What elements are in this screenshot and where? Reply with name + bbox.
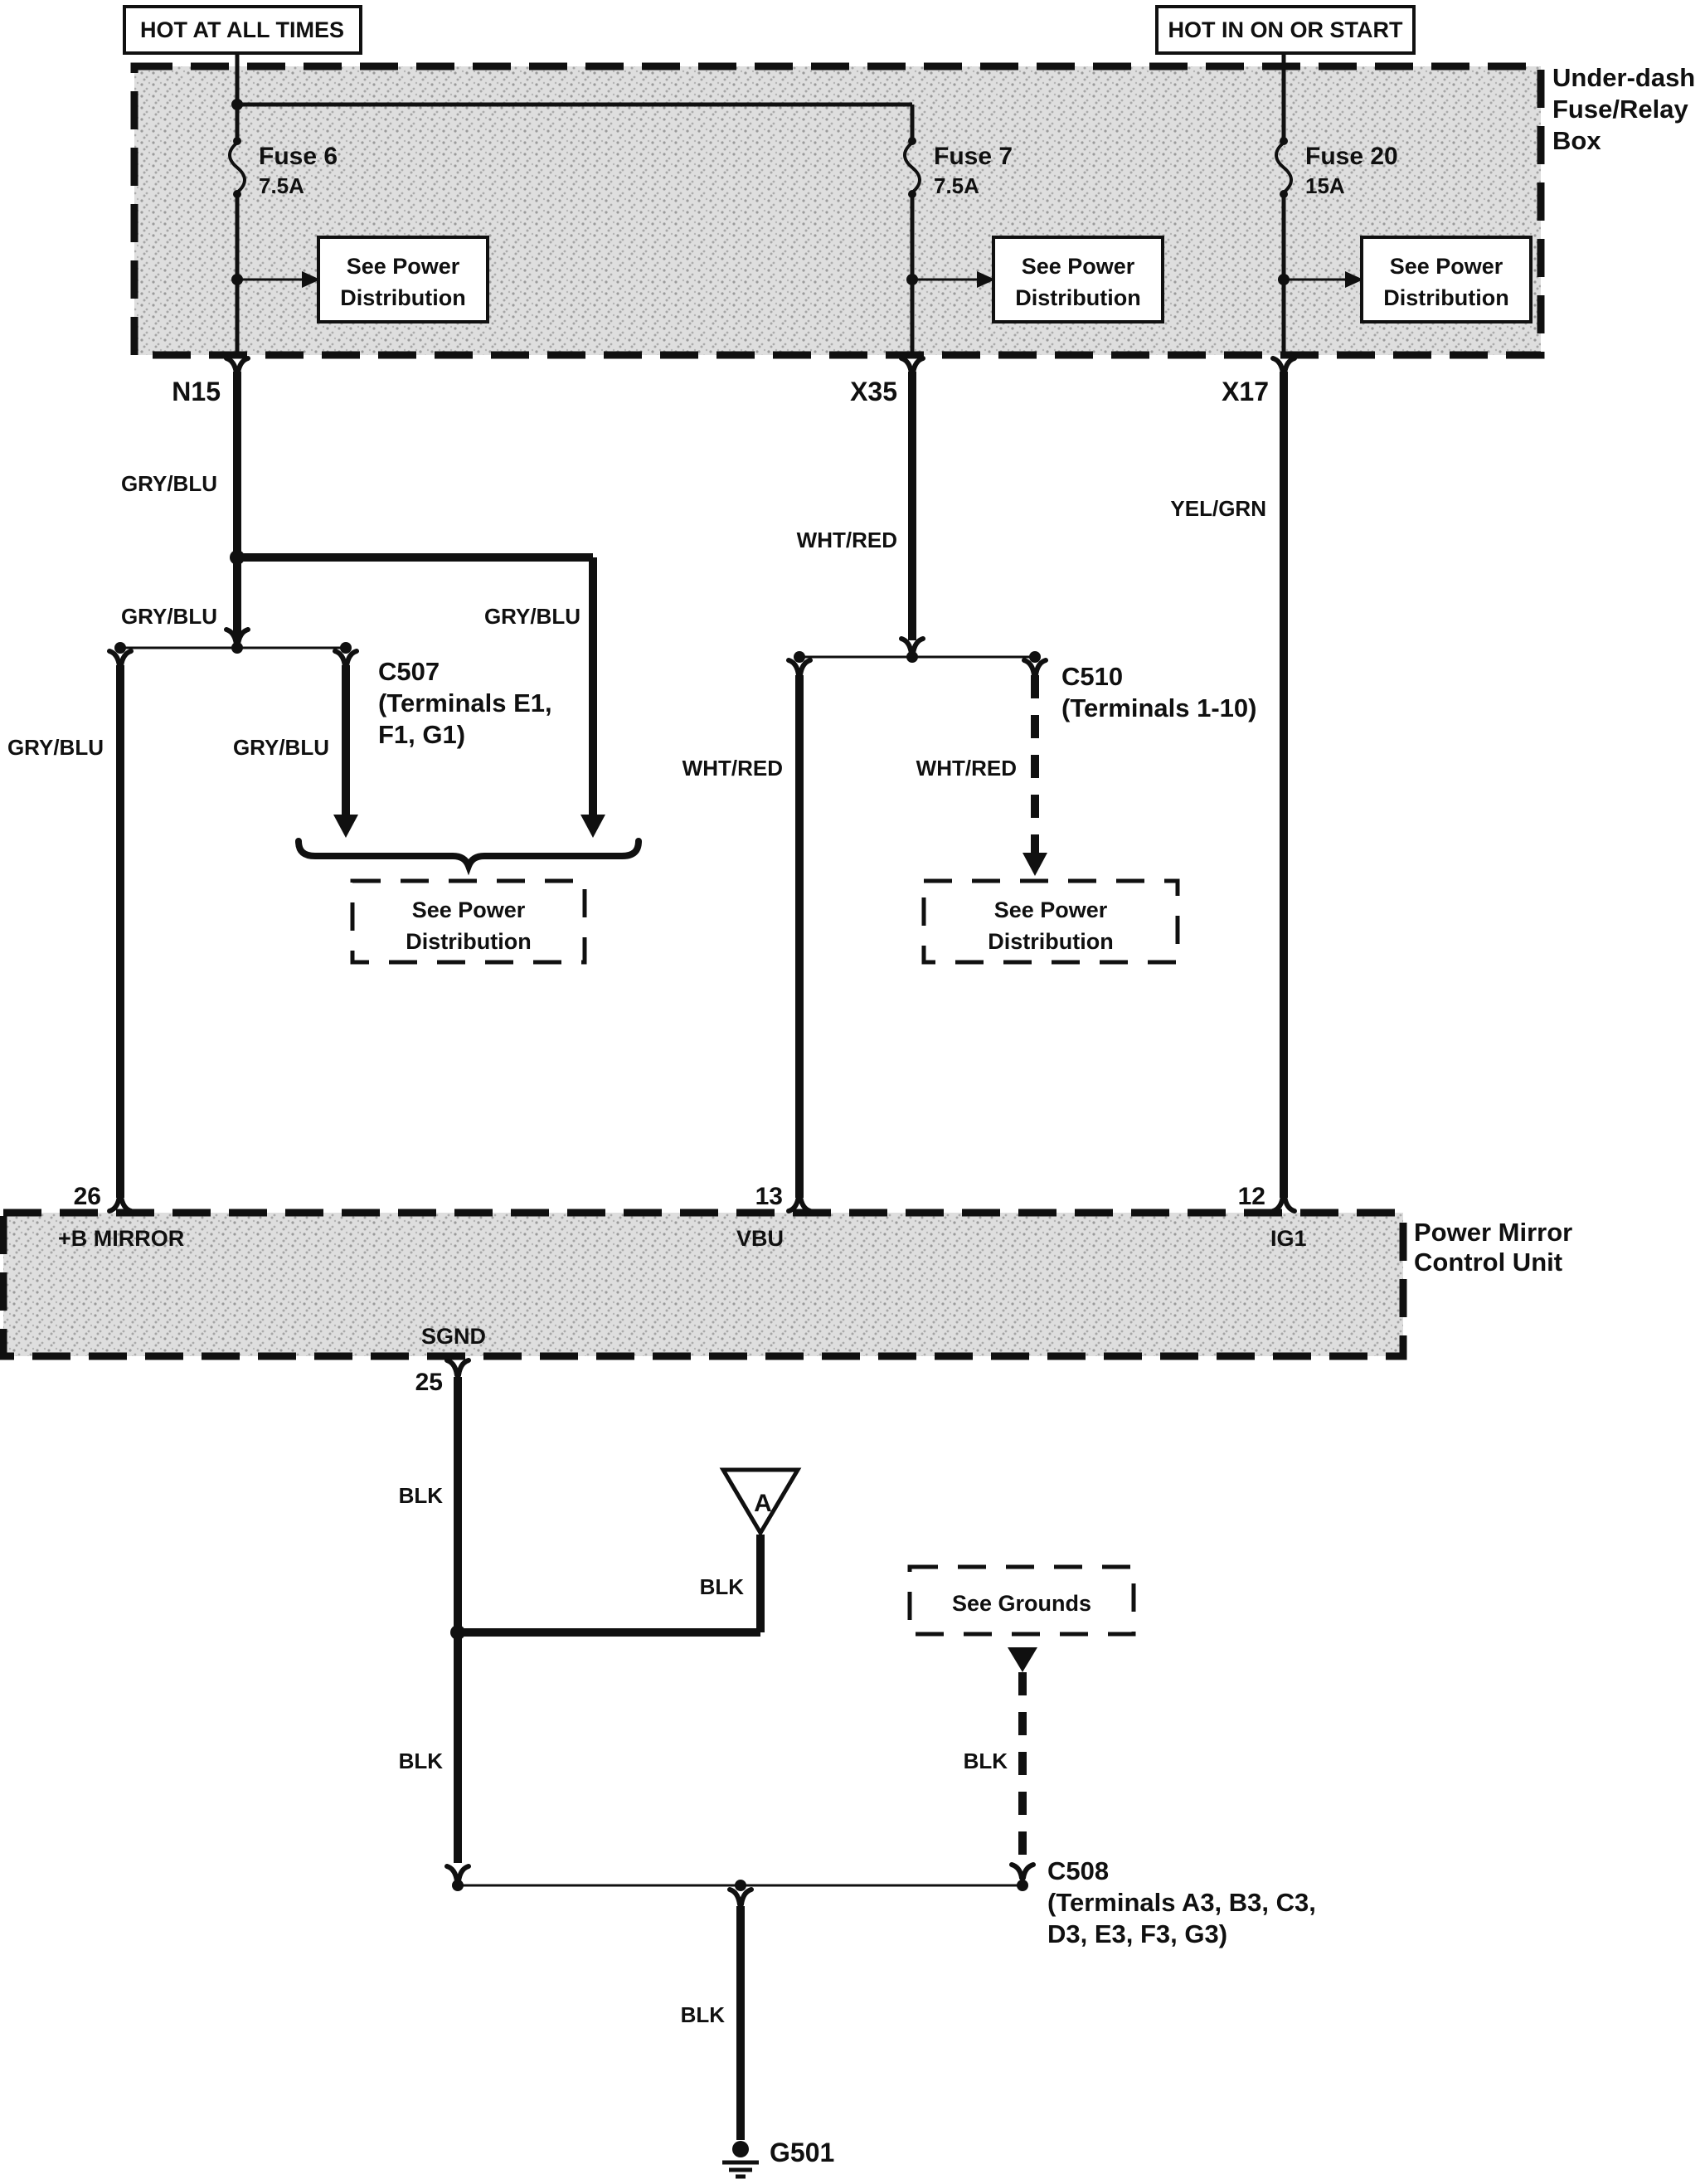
see-power-line2: Distribution xyxy=(988,929,1114,954)
pin26-number: 26 xyxy=(73,1183,101,1210)
wire-label-blk-3: BLK xyxy=(398,1749,443,1773)
ground-icon xyxy=(732,2141,749,2157)
brace-icon xyxy=(299,841,639,866)
see-power-line1: See Power xyxy=(1389,254,1503,279)
wire-label-blk-4: BLK xyxy=(963,1749,1008,1773)
connector-fork-icon xyxy=(447,1360,469,1375)
see-power-line1: See Power xyxy=(411,897,526,922)
see-power-line1: See Power xyxy=(346,254,460,279)
wire-label-whtred-3: WHT/RED xyxy=(916,756,1017,781)
see-grounds-ref xyxy=(910,1567,1134,1634)
pin13-number: 13 xyxy=(755,1183,783,1210)
wire-label-blk-1: BLK xyxy=(398,1483,443,1508)
see-power-distribution-ref-5 xyxy=(924,881,1178,962)
wire-label-whtred-1: WHT/RED xyxy=(796,528,897,552)
hot-in-on-or-start-label: HOT IN ON OR START xyxy=(1168,17,1403,42)
wire-label-gryblu-2: GRY/BLU xyxy=(120,604,217,629)
pin25-internal-label: SGND xyxy=(421,1324,487,1349)
control-unit-name-line2: Control Unit xyxy=(1414,1248,1563,1277)
wire-label-whtred-2: WHT/RED xyxy=(682,756,783,781)
fuse20-name: Fuse 20 xyxy=(1305,143,1398,170)
see-power-distribution-ref-3 xyxy=(1362,237,1531,322)
fuse6-name: Fuse 6 xyxy=(259,143,338,170)
inline-connector-a-label: A xyxy=(754,1490,772,1517)
g501-label: G501 xyxy=(770,2138,835,2167)
see-power-line2: Distribution xyxy=(1015,285,1141,310)
wire-label-gryblu-1: GRY/BLU xyxy=(120,471,217,496)
fuse7-rating: 7.5A xyxy=(934,173,979,198)
see-power-line1: See Power xyxy=(993,897,1108,922)
connector-fork-icon xyxy=(789,1196,810,1211)
see-grounds-label: See Grounds xyxy=(951,1591,1092,1616)
terminal-x35-label: X35 xyxy=(850,377,897,406)
connector-fork-icon xyxy=(1012,1865,1033,1878)
arrow-icon xyxy=(1008,1647,1037,1672)
c507-detail-line1: (Terminals E1, xyxy=(378,688,552,717)
wire-gryblu-right-branch xyxy=(237,557,593,815)
c508-detail-line1: (Terminals A3, B3, C3, xyxy=(1047,1888,1316,1917)
arrow-icon xyxy=(1023,853,1047,876)
pin13-internal-label: VBU xyxy=(736,1226,784,1251)
see-power-distribution-ref-1 xyxy=(318,237,488,322)
see-power-distribution-ref-4 xyxy=(352,881,585,962)
inline-connector-a xyxy=(723,1470,798,1533)
pin12-number: 12 xyxy=(1237,1183,1265,1210)
terminal-n15-label: N15 xyxy=(172,377,221,406)
connector-c507-label xyxy=(378,657,552,749)
connector-fork-icon xyxy=(1273,1196,1295,1211)
fuse20-rating: 15A xyxy=(1305,173,1345,198)
bus-junction-dot xyxy=(231,99,243,110)
fuse6-rating: 7.5A xyxy=(259,173,304,198)
connector-c508-label xyxy=(1047,1856,1316,1948)
pin12-internal-label: IG1 xyxy=(1270,1226,1307,1251)
see-power-line2: Distribution xyxy=(340,285,466,310)
wire-label-gryblu-3: GRY/BLU xyxy=(483,604,580,629)
fuse-box-title-line1: Under-dash xyxy=(1552,63,1696,92)
c507-detail-line2: F1, G1) xyxy=(378,720,466,749)
terminal-x17-label: X17 xyxy=(1222,377,1269,406)
pin25-number: 25 xyxy=(415,1369,443,1396)
see-power-line2: Distribution xyxy=(406,929,532,954)
power-mirror-control-unit xyxy=(3,1213,1572,1356)
c508-name: C508 xyxy=(1047,1856,1110,1885)
power-source-hot-in-on-or-start xyxy=(1157,7,1414,53)
c510-name: C510 xyxy=(1061,662,1124,691)
wire-label-gryblu-4: GRY/BLU xyxy=(7,735,104,760)
ground-symbol-g501 xyxy=(722,2138,834,2177)
pin26-internal-label: +B MIRROR xyxy=(58,1226,185,1251)
fuse-box-title-line3: Box xyxy=(1552,126,1601,155)
connector-c510-label xyxy=(1061,662,1256,722)
wire-label-gryblu-5: GRY/BLU xyxy=(232,735,329,760)
see-power-line1: See Power xyxy=(1021,254,1135,279)
c508-detail-line2: D3, E3, F3, G3) xyxy=(1047,1919,1228,1948)
wire-label-blk-2: BLK xyxy=(699,1574,744,1599)
hot-at-all-times-label: HOT AT ALL TIMES xyxy=(140,17,344,42)
connector-fork-icon xyxy=(109,1196,131,1211)
power-source-hot-at-all-times xyxy=(124,7,361,53)
arrow-icon xyxy=(333,815,358,838)
control-unit-name-line1: Power Mirror xyxy=(1414,1218,1573,1247)
fuse-box-title-line2: Fuse/Relay xyxy=(1552,95,1688,124)
wire-label-yelgrn: YEL/GRN xyxy=(1170,496,1266,521)
see-power-distribution-ref-2 xyxy=(993,237,1163,322)
fuse7-name: Fuse 7 xyxy=(934,143,1013,170)
connector-fork-icon xyxy=(447,1866,469,1881)
arrow-icon xyxy=(580,815,605,838)
connector-fork-icon xyxy=(730,1890,751,1904)
wire-label-blk-5: BLK xyxy=(680,2002,725,2027)
see-power-line2: Distribution xyxy=(1383,285,1509,310)
c510-detail-line1: (Terminals 1-10) xyxy=(1061,693,1257,722)
c507-name: C507 xyxy=(378,657,440,686)
